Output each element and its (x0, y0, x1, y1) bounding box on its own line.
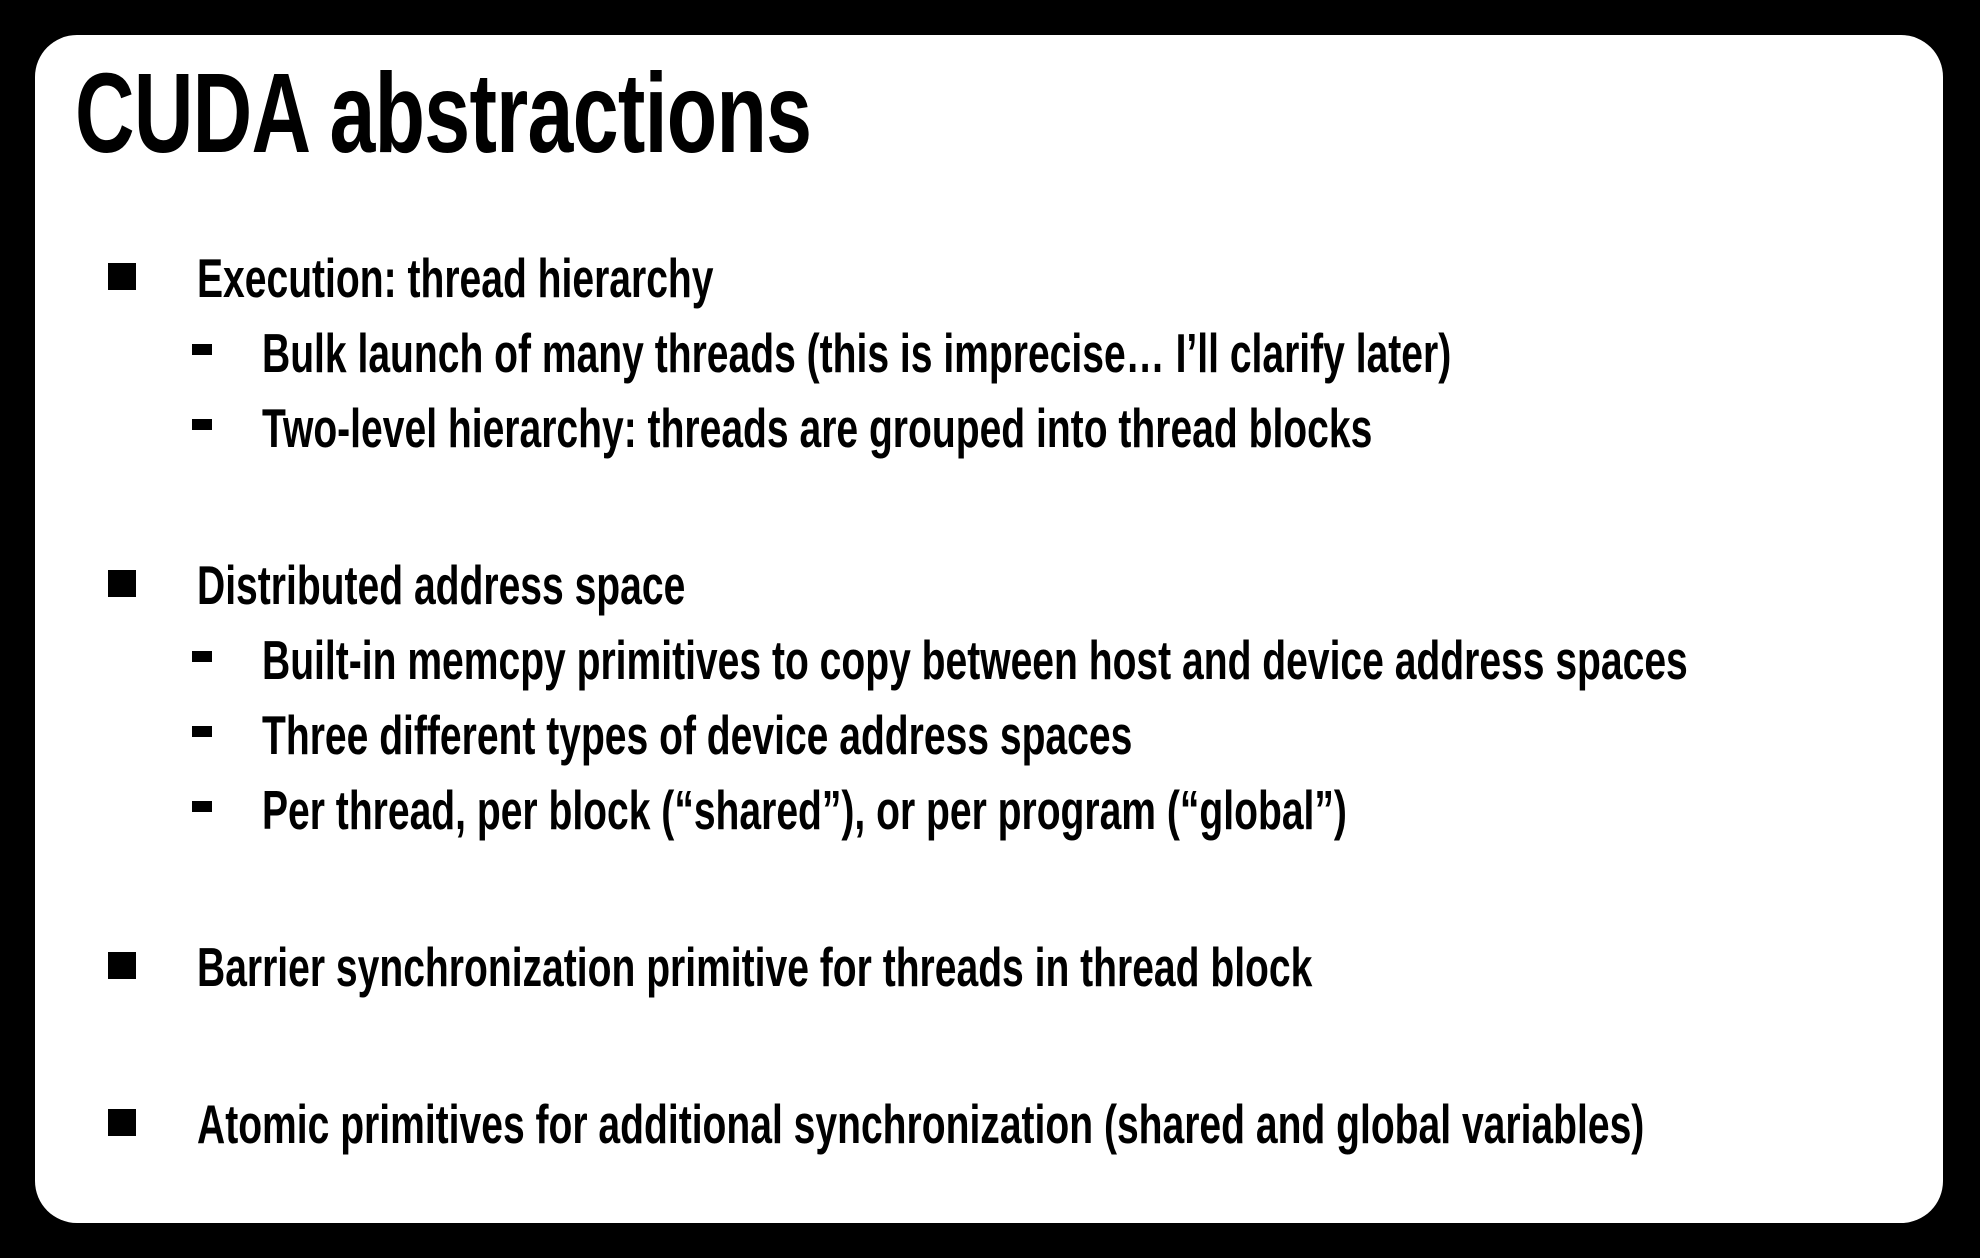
sub-bullet-item (35, 391, 1943, 466)
slide (35, 35, 1943, 1223)
sub-bullet-item (35, 773, 1943, 848)
sub-bullet-item (35, 698, 1943, 773)
sub-bullet-text: Bulk launch of many threads (this is imprecise… I’ll clarify later) (262, 322, 1452, 384)
bullet-square-icon (108, 952, 136, 979)
sub-bullet-text: Two-level hierarchy: threads are grouped into thread blocks (262, 397, 1373, 459)
group-spacer (35, 848, 1943, 930)
bullet-square-icon (108, 263, 136, 290)
group-spacer (35, 466, 1943, 548)
bullet-dash-icon (192, 726, 212, 737)
bullet-dash-icon (192, 419, 212, 430)
sub-bullet-item (35, 316, 1943, 391)
sub-bullet-text: Three different types of device address spaces (262, 704, 1133, 766)
bullet-text: Atomic primitives for additional synchronization (shared and global variables) (197, 1093, 1645, 1155)
group-spacer (35, 1005, 1943, 1087)
bullet-text: Barrier synchronization primitive for threads in thread block (197, 936, 1313, 998)
slide-body (35, 241, 1943, 1162)
bullet-dash-icon (192, 801, 212, 812)
bullet-item (35, 1087, 1943, 1162)
bullet-item (35, 241, 1943, 316)
bullet-dash-icon (192, 344, 212, 355)
bullet-square-icon (108, 1109, 136, 1136)
sub-bullet-item (35, 623, 1943, 698)
bullet-square-icon (108, 570, 136, 597)
bullet-text: Distributed address space (197, 554, 686, 616)
slide-title: CUDA abstractions (75, 50, 812, 176)
bullet-item (35, 548, 1943, 623)
sub-bullet-text: Per thread, per block (“shared”), or per program (“global”) (262, 779, 1347, 841)
bullet-dash-icon (192, 651, 212, 662)
bullet-item (35, 930, 1943, 1005)
bullet-text: Execution: thread hierarchy (197, 247, 714, 309)
sub-bullet-text: Built-in memcpy primitives to copy between host and device address spaces (262, 629, 1688, 691)
